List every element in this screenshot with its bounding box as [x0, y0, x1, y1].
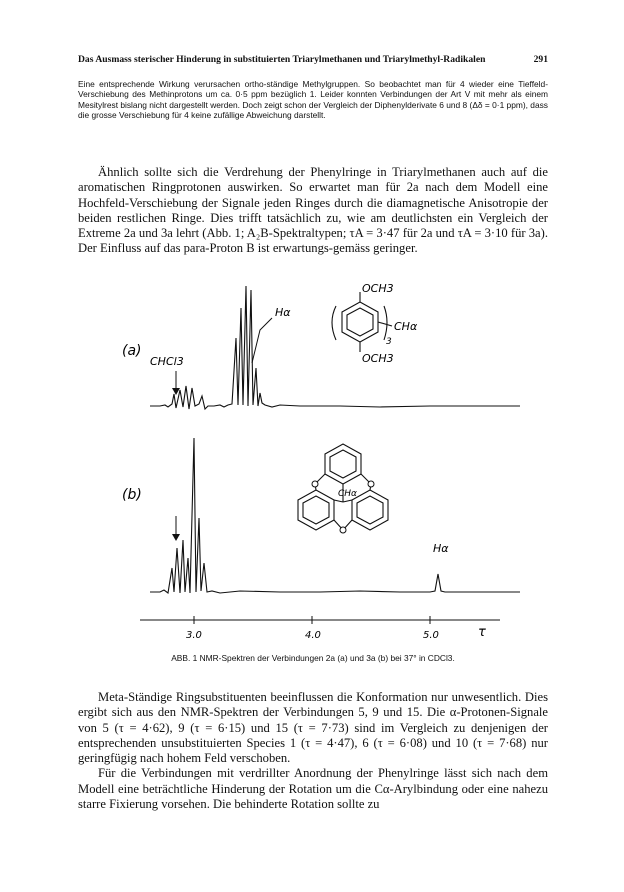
panel-b-label: (b) [122, 487, 142, 503]
header-title: Das Ausmass sterischer Hinderung in substituierten Triarylmethanen und Triarylmethyl-Radikalen [78, 54, 486, 65]
och3-bottom-label: OCH3 [362, 352, 394, 365]
figure-caption: ABB. 1 NMR-Spektren der Verbindungen 2a (a) und 3a (b) bei 37° in CDCl3. [171, 653, 455, 663]
tau-symbol: τ [478, 625, 486, 640]
structure-b [298, 444, 388, 530]
ch-alpha-label: CHα [394, 320, 418, 333]
subscript-3: 3 [386, 337, 392, 347]
body-paragraph-2 [78, 690, 548, 812]
panel-a-label: (a) [122, 343, 142, 359]
nmr-spectra-drawing [100, 278, 530, 648]
running-header [78, 54, 548, 65]
body-paragraph-1 [78, 165, 548, 257]
h-alpha-pointer-a [252, 318, 272, 363]
paragraph-2-text: Meta-Ständige Ringsubstituenten beeinflussen die Konformation nur unwesentlich. Dies ergibt sich aus den NMR-Spektren der Verbindungen 5, 9 und 15. Die α-Protonen-Signale von 5 (τ = 4·62), 9 (τ = 6·15) und 15 (τ = 7·73) sind im Vergleich zu denjenigen der entsprechenden unsubstituierten Species 1 (τ = 4·47), 6 (τ = 6·08) und 10 (τ = 7·68) nur geringfügig nach hohem Feld verschoben. [78, 690, 548, 766]
marker-arrowhead-b [172, 534, 180, 541]
oxygen-right [368, 481, 374, 487]
paragraph-3-text: Für die Verbindungen mit verdrillter Anordnung der Phenylringe lässt sich nach dem Modell eine beträchtliche Hinderung der Rotation um die Cα-Arylbindung oder eine nahezu starre Fixierung vorsehen. Die behinderte Rotation sollte zu [78, 766, 548, 812]
paragraph-1-text: Ähnlich sollte sich die Verdrehung der Phenylringe in Triarylmethanen auch auf die aromatischen Ringprotonen auswirken. So erwartet man für 2a nach dem Modell eine Hochfeld-Verschiebung der Signale jeden Ringes durch die diamagnetische Anisotropie der beiden restlichen Ringe. Dies trifft tatsächlich zu, wie am deutlichsten ein Vergleich der Extreme 2a und 3a lehrt (Abb. 1; A₂B-Spektraltypen; τA = 3·47 für 2a und τA = 3·10 für 3a). Der Einfluss auf das para-Proton B ist erwartungs-gemäss geringer. [78, 165, 548, 256]
small-paragraph-text: Eine entsprechende Wirkung verursachen ortho-ständige Methylgruppen. So beobachtet man für 4 wieder eine Tieffeld-Verschiebung des Methinprotons um ca. 0·5 ppm bezüglich 1. Leider konnten Verbindungen der Art V mit mehr als einem Mesitylrest bislang nicht dargestellt werden. Doch zeigt schon der Vergleich der Diphenylderivate 6 und 8 (Δδ = 0·1 ppm), dass die grosse Verschiebung für 4 keine zufällige Abweichung darstellt. [78, 79, 548, 121]
oxygen-bottom [340, 527, 346, 533]
h-alpha-label-a: Hα [275, 306, 291, 319]
nmr-figure [100, 278, 530, 648]
tick-label-5: 5.0 [423, 630, 439, 641]
och3-top-label: OCH3 [362, 282, 394, 295]
chcl3-label: CHCl3 [150, 355, 184, 368]
tick-label-4: 4.0 [305, 630, 321, 641]
spectrum-b-trace [150, 438, 520, 593]
tick-label-3: 3.0 [186, 630, 202, 641]
oxygen-left [312, 481, 318, 487]
spectrum-a-trace [150, 286, 520, 409]
h-alpha-label-b: Hα [433, 542, 449, 555]
page-number: 291 [533, 54, 548, 65]
cage-ch-alpha-label: CHα [338, 489, 357, 499]
structure-a [332, 292, 392, 352]
small-paragraph [78, 79, 548, 121]
